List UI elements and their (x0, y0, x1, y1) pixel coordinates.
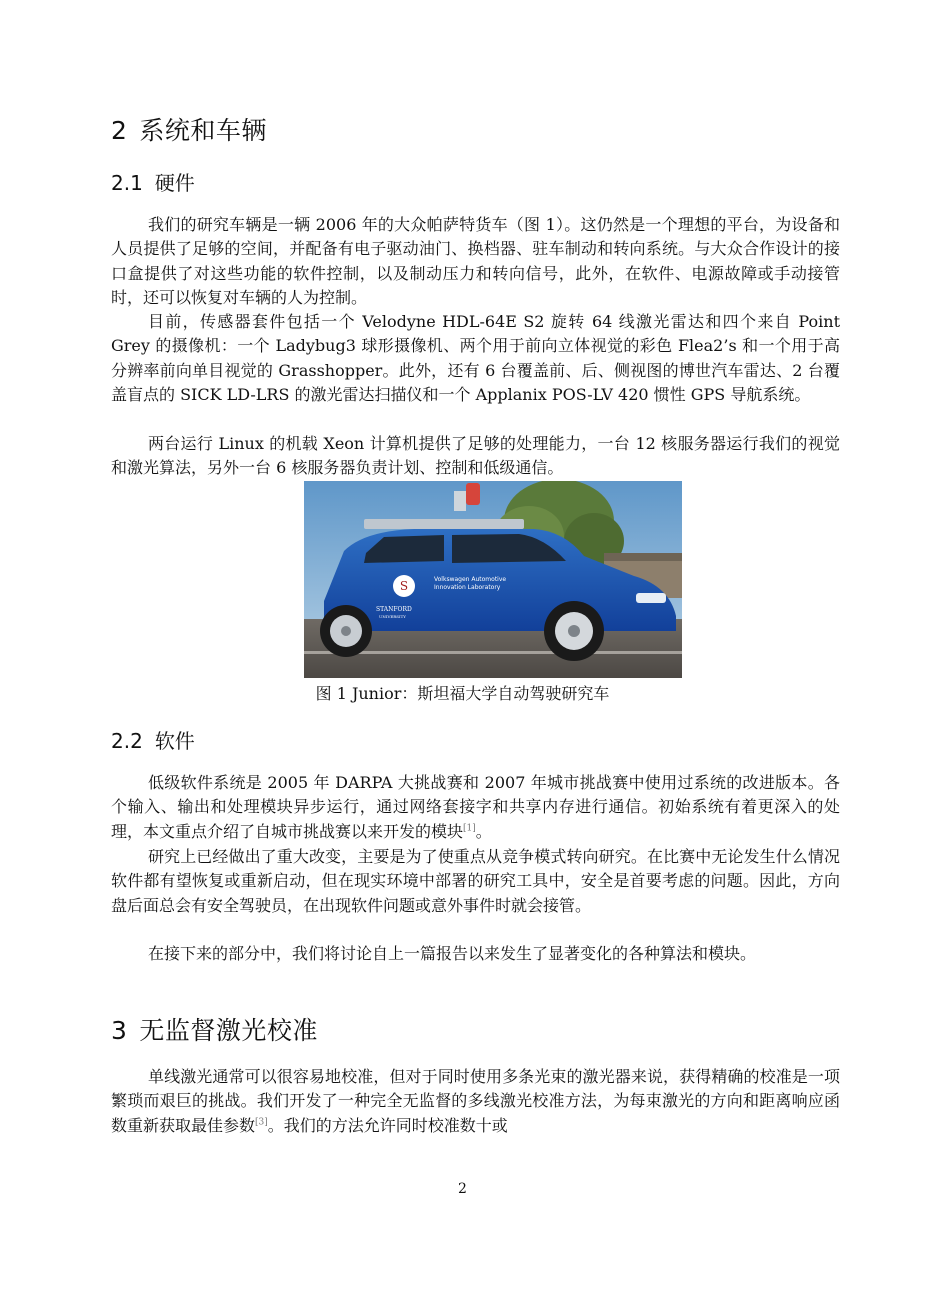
section-2-1-heading: 2.1 硬件 (111, 171, 195, 195)
lidar-sensor (466, 483, 480, 505)
page-number: 2 (458, 1181, 467, 1197)
citation-ref-1: [1] (463, 823, 476, 834)
hardware-paragraph-2: 目前，传感器套件包括一个 Velodyne HDL-64E S2 旋转 64 线激光雷达和四个来自 Point Grey 的摄像机：一个 Ladybug3 球形摄像机、两个用于前向立体视觉的彩色 Flea2’s 和一个用于高分辨率前向单目视觉的 Grasshopper。此外，还有 6 台覆盖前、后、侧视图的博世汽车雷达、2 台覆盖盲点的 SICK LD-LRS 的激光雷达扫描仪和一个 Applanix POS-LV 420 惯性 GPS 导航系统。 (111, 312, 840, 404)
figure-caption: 图 1 Junior：斯坦福大学自动驾驶研究车 (315, 684, 610, 703)
section-2-heading: 2 系统和车辆 (111, 116, 267, 145)
front-wheel (544, 601, 604, 661)
hardware-paragraph-3: 两台运行 Linux 的机载 Xeon 计算机提供了足够的处理能力，一台 12 核服务器运行我们的视觉和激光算法，另外一台 6 核服务器负责计划、控制和低级通信。 (111, 434, 840, 478)
brand-text-line1: STANFORD (376, 606, 412, 613)
door-text-line2: Innovation Laboratory (434, 584, 501, 591)
svg-text:S: S (399, 579, 409, 593)
hardware-paragraph-1: 我们的研究车辆是一辆 2006 年的大众帕萨特货车（图 1）。这仍然是一个理想的平台，为设备和人员提供了足够的空间，并配备有电子驱动油门、换档器、驻车制动和转向系统。与大众合作设计的接口盒提供了对这些功能的软件控制，以及制动压力和转向信号，此外，在软件、电源故障或手动接管时，还可以恢复对车辆的人为控制。 (111, 215, 840, 307)
calibration-paragraph: 单线激光通常可以很容易地校准，但对于同时使用多条光束的激光器来说，获得精确的校准是一项繁琐而艰巨的挑战。我们开发了一种完全无监督的多线激光校准方法，为每束激光的方向和距离响应函数重新获取最佳参数[3]。我们的方法允许同时校准数十或 (111, 1067, 840, 1135)
software-paragraph-2: 研究上已经做出了重大改变，主要是为了使重点从竞争模式转向研究。在比赛中无论发生什么情况软件都有望恢复或重新启动，但在现实环境中部署的研究工具中，安全是首要考虑的问题。因此，方向盘后面总会有安全驾驶员，在出现软件问题或意外事件时就会接管。 (111, 847, 840, 915)
section-2-2-heading: 2.2 软件 (111, 729, 195, 753)
headlight (636, 593, 666, 603)
brand-text-line2: UNIVERSITY (379, 614, 406, 619)
figure-junior-car-photo (304, 481, 682, 678)
section-3-heading: 3 无监督激光校准 (111, 1016, 318, 1045)
software-paragraph-1: 低级软件系统是 2005 年 DARPA 大挑战赛和 2007 年城市挑战赛中使用过系统的改进版本。各个输入、输出和处理模块异步运行，通过网络套接字和共享内存进行通信。初始系统有着更深入的处理，本文重点介绍了自城市挑战赛以来开发的模块[1]。 (111, 773, 840, 841)
roof-rack (364, 519, 524, 529)
rear-wheel (320, 605, 372, 657)
car-photo-illustration (304, 481, 682, 678)
door-text-line1: Volkswagen Automotive (434, 576, 507, 583)
citation-ref-3: [3] (255, 1117, 268, 1128)
roof-sensor-mast (454, 491, 466, 511)
software-paragraph-3: 在接下来的部分中，我们将讨论自上一篇报告以来发生了显著变化的各种算法和模块。 (148, 944, 757, 963)
